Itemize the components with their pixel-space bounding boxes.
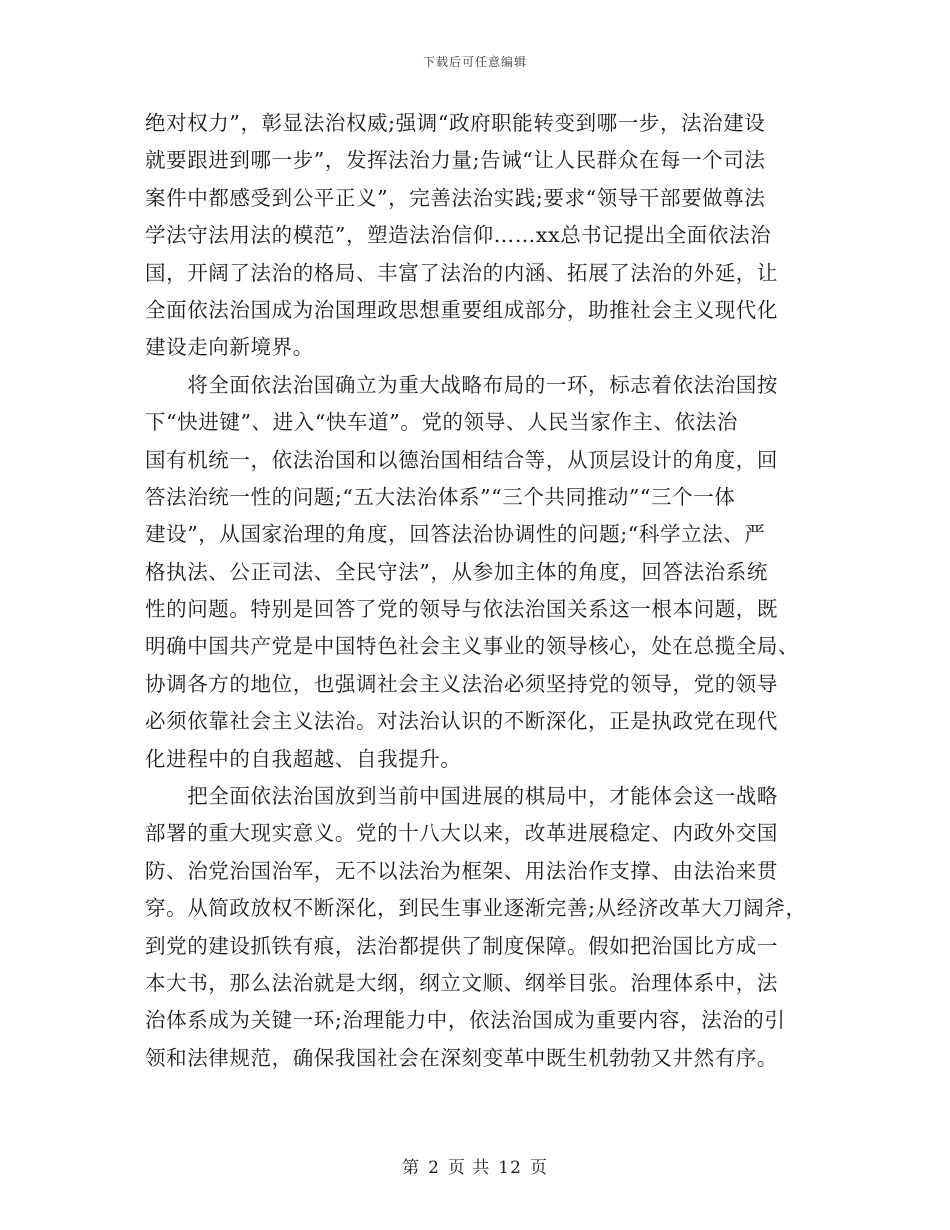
text-line: 性的问题。特别是回答了党的领导与依法治国关系这一根本问题，既: [145, 597, 778, 622]
page-footer: [0, 1153, 950, 1178]
footer-middle: 页 共: [447, 1158, 491, 1178]
text-line: 国有机统一，依法治国和以德治国相结合等，从顶层设计的角度，回: [145, 447, 778, 472]
page-header: 下载后可任意编辑: [422, 55, 527, 69]
text-line: 绝对权力”，彰显法治权威;强调“政府职能转变到哪一步，法治建设: [145, 111, 766, 135]
text-line: 案件中都感受到公平正义”，完善法治实践;要求“领导干部要做尊法: [145, 185, 766, 210]
page-number: 2: [428, 1158, 440, 1178]
text-line: 国，开阔了法治的格局、丰富了法治的内涵、拓展了法治的外延，让: [145, 260, 778, 285]
text-line: 协调各方的地位，也强调社会主义法治必须坚持党的领导，党的领导: [145, 671, 778, 696]
text-line: 学法守法用法的模范”，塑造法治信仰……xx总书记提出全面依法治: [145, 223, 772, 248]
text-line: 穿。从简政放权不断深化，到民生事业逐渐完善;从经济改革大刀阔斧，: [145, 896, 807, 921]
paragraph: [145, 778, 805, 1077]
text-line: 格执法、公正司法、全民守法”，从参加主体的角度，回答法治系统: [145, 559, 768, 584]
text-line: 建设走向新境界。: [145, 335, 314, 360]
footer-suffix: 页: [529, 1158, 548, 1178]
text-line: 本大书，那么法治就是大纲，纲立文顺、纲举目张。治理体系中，法: [145, 970, 778, 995]
text-line: 部署的重大现实意义。党的十八大以来，改革进展稳定、内政外交国: [145, 821, 778, 846]
text-line: 领和法律规范，确保我国社会在深刻变革中既生机勃勃又井然有序。: [145, 1045, 778, 1070]
text-line: 全面依法治国成为治国理政思想重要组成部分，助推社会主义现代化: [145, 297, 778, 322]
paragraph: [145, 367, 805, 778]
text-line: 到党的建设抓铁有痕，法治都提供了制度保障。假如把治国比方成一: [145, 933, 778, 958]
paragraph: [145, 105, 805, 367]
text-line: 明确中国共产党是中国特色社会主义事业的领导核心，处在总揽全局、: [145, 634, 800, 659]
text-line: 把全面依法治国放到当前中国进展的棋局中，才能体会这一战略: [145, 784, 778, 809]
text-line: 下“快进键”、进入“快车道”。党的领导、人民当家作主、依法治: [145, 410, 738, 435]
text-line: 建设”，从国家治理的角度，回答法治协调性的问题;“科学立法、严: [145, 522, 766, 547]
text-line: 防、治党治国治军，无不以法治为框架、用法治作支撑、由法治来贯: [145, 858, 778, 883]
text-line: 将全面依法治国确立为重大战略布局的一环，标志着依法治国按: [145, 372, 778, 397]
document-body: [145, 105, 805, 1077]
total-pages: 12: [498, 1158, 522, 1178]
text-line: 答法治统一性的问题;“五大法治体系”“三个共同推动”“三个一体: [145, 484, 736, 509]
text-line: 就要跟进到哪一步”，发挥法治力量;告诫“让人民群众在每一个司法: [145, 148, 766, 173]
footer-prefix: 第: [402, 1158, 421, 1178]
text-line: 化进程中的自我超越、自我提升。: [145, 746, 462, 771]
text-line: 必须依靠社会主义法治。对法治认识的不断深化，正是执政党在现代: [145, 709, 778, 734]
text-line: 治体系成为关键一环;治理能力中，依法治国成为重要内容，法治的引: [145, 1008, 786, 1033]
